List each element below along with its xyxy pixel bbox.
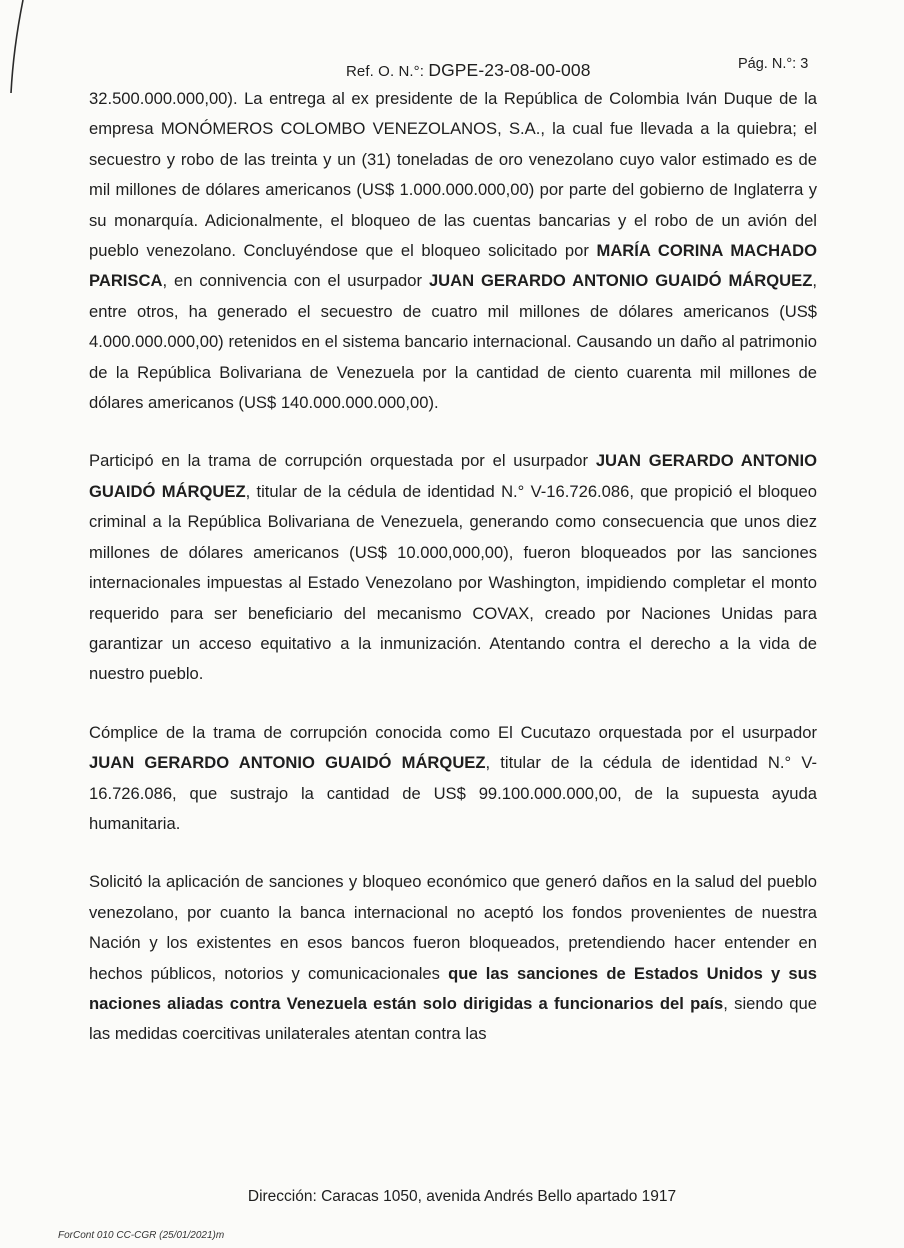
reference-code: DGPE-23-08-00-008 bbox=[428, 60, 591, 80]
text-run: , titular de la cédula de identidad N.° V-16.726.086, que propició el bloqueo criminal a la República Bolivariana de Venezuela, generando como consecuencia que unos diez millones de dólares americanos (US$ 10.000,000,00), fueron bloqueados por las sanciones internacionales impuestas al Estado Venezolano por Washington, impidiendo completar el monto requerido para ser beneficiario del mecanismo COVAX, creado por Naciones Unidas para garantizar un acceso equitativo a la inmunización. Atentando contra el derecho a la vida de nuestro pueblo. bbox=[89, 481, 817, 684]
document-body bbox=[89, 84, 817, 1050]
text-run: , titular de la cédula de identidad N.° V-16.726.086, que sustrajo la cantidad de US$ 99.100.000.000,00, de la supuesta ayuda humanitaria. bbox=[89, 753, 818, 833]
reference-number bbox=[346, 60, 591, 81]
text-run: , entre otros, ha generado el secuestro de cuatro mil millones de dólares americanos (US$ 4.000.000.000,00) retenidos en el sistema bancario internacional. Causando un daño al patrimonio de la República Bolivariana de Venezuela por la cantidad de ciento cuarenta mil millones de dólares americanos (US$ 140.000.000.000,00). bbox=[89, 271, 817, 413]
paragraph bbox=[89, 446, 817, 689]
text-run: , en connivencia con el usurpador bbox=[162, 271, 429, 291]
text-run: Solicitó la aplicación de sanciones y bloqueo económico que generó daños en la salud del pueblo venezolano, por cuanto la banca internacional no aceptó los fondos provenientes de nuestra Nación y los existentes en esos bancos fueron bloqueados, pretendiendo hacer entender en hechos públicos, notorios y comunicacionales bbox=[89, 872, 817, 983]
text-run: 32.500.000.000,00). La entrega al ex presidente de la República de Colombia Iván Duque de la empresa MONÓMEROS COLOMBO VENEZOLANOS, S.A., la cual fue llevada a la quiebra; el secuestro y robo de las treinta y un (31) toneladas de oro venezolano cuyo valor estimado es de mil millones de dólares americanos (US$ 1.000.000.000,00) por parte del gobierno de Inglaterra y su monarquía. Adicionalmente, el bloqueo de las cuentas bancarias y el robo de un avión del pueblo venezolano. Concluyéndose que el bloqueo solicitado por bbox=[89, 89, 817, 261]
page-number: Pág. N.°: 3 bbox=[738, 56, 809, 72]
bold-text-run: JUAN GERARDO ANTONIO GUAIDÓ MÁRQUEZ bbox=[428, 271, 813, 291]
text-run: Participó en la trama de corrupción orquestada por el usurpador bbox=[89, 451, 596, 471]
text-run: , siendo que las medidas coercitivas unilaterales atentan contra las bbox=[89, 993, 817, 1044]
bold-text-run: JUAN GERARDO ANTONIO GUAIDÓ MÁRQUEZ bbox=[89, 753, 486, 773]
bold-text-run: que las sanciones de Estados Unidos y sus naciones aliadas contra Venezuela están solo dirigidas a funcionarios del país bbox=[89, 963, 817, 1013]
bold-text-run: MARÍA CORINA MACHADO PARISCA bbox=[89, 241, 817, 291]
page-header bbox=[0, 56, 904, 86]
paragraph bbox=[89, 718, 817, 840]
reference-label: Ref. O. N.°: bbox=[346, 63, 429, 80]
paragraph bbox=[89, 867, 817, 1049]
footer-address: Dirección: Caracas 1050, avenida Andrés Bello apartado 1917 bbox=[247, 1188, 677, 1205]
paragraph bbox=[89, 84, 817, 418]
bold-text-run: JUAN GERARDO ANTONIO GUAIDÓ MÁRQUEZ bbox=[89, 451, 817, 501]
text-run: Cómplice de la trama de corrupción conocida como El Cucutazo orquestada por el usurpador bbox=[89, 722, 817, 742]
form-code: ForCont 010 CC-CGR (25/01/2021)m bbox=[58, 1230, 225, 1241]
